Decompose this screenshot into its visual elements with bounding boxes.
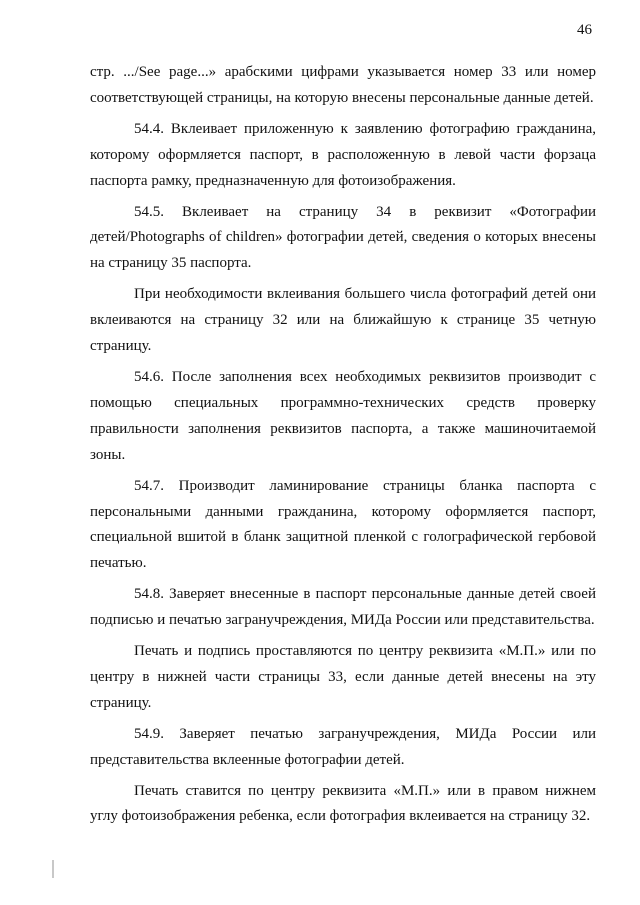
paragraph-54-4: 54.4. Вклеивает приложенную к заявлению фотографию гражданина, которому оформляется паспорт, в расположенную в левой части форзаца паспорта рамку, предназначенную для фотоизображения.: [90, 120, 596, 189]
paragraph-54-7: 54.7. Производит ламинирование страницы бланка паспорта с персональными данными гражданина, которому оформляется паспорт, специальной вшитой в бланк защитной пленкой с голографической гербовой печатью.: [90, 477, 596, 572]
paragraph-54-5-note: При необходимости вклеивания большего числа фотографий детей они вклеиваются на страницу 32 или на ближайшую к странице 35 четную страницу.: [90, 286, 596, 355]
paragraph-54-5: 54.5. Вклеивает на страницу 34 в реквизит «Фотографии детей/Photographs of children» фотографии детей, сведения о которых внесены на страницу 35 паспорта.: [90, 203, 596, 272]
paragraph-54-8: 54.8. Заверяет внесенные в паспорт персональные данные детей своей подписью и печатью загранучреждения, МИДа России или представительства.: [90, 586, 596, 629]
paragraph-54-8-note: Печать и подпись проставляются по центру реквизита «М.П.» или по центру в нижней части страницы 33, если данные детей внесены на эту страницу.: [90, 643, 596, 711]
paragraph-continuation: стр. .../See page...» арабскими цифрами указывается номер 33 или номер соответствующей страницы, на которую внесены персональные данные детей.: [90, 64, 596, 106]
paragraph-54-9: 54.9. Заверяет печатью загранучреждения, МИДа России или представительства вклеенные фотографии детей.: [90, 725, 596, 768]
document-body: [90, 60, 596, 835]
scan-edge-mark: [52, 860, 54, 878]
paragraph-54-6: 54.6. После заполнения всех необходимых реквизитов производит с помощью специальных программно-технических средств проверку правильности заполнения реквизитов паспорта, а также машиночитаемой зоны.: [90, 368, 596, 463]
paragraph-54-9-note: Печать ставится по центру реквизита «М.П.» или в правом нижнем углу фотоизображения ребенка, если фотография вклеивается на страницу 32.: [90, 782, 596, 825]
page-number: 46: [577, 22, 592, 38]
